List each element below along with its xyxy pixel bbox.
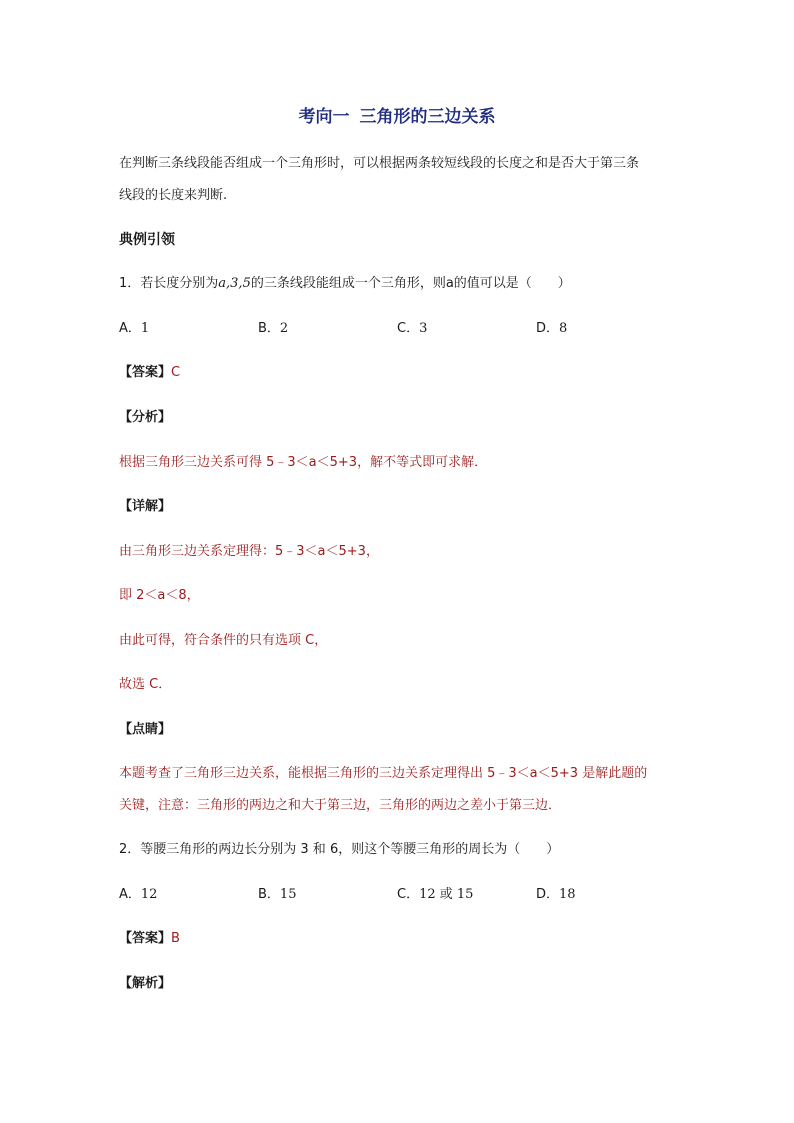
q1-stem xyxy=(119,275,571,293)
q2-answer-value: B xyxy=(171,931,180,946)
q2-option-b: B．15 xyxy=(258,887,297,902)
q1-answer-value: C xyxy=(171,365,181,380)
q1-analysis-text: 根据三角形三边关系可得 5﹣3＜a＜5+3，解不等式即可求解． xyxy=(119,455,488,470)
q1-option-d: D．8 xyxy=(536,321,568,336)
q1-stem-math: a,3,5 xyxy=(218,276,251,291)
q1-detail-tag: 【详解】 xyxy=(119,499,172,514)
intro-line-2: 线段的长度来判断. xyxy=(119,188,228,203)
q1-analysis-tag: 【分析】 xyxy=(119,410,172,425)
q2-option-c: C．12 或 15 xyxy=(397,887,474,902)
q1-detail-line-1: 由三角形三边关系定理得：5﹣3＜a＜5+3， xyxy=(119,544,379,559)
q1-answer-tag: 【答案】 xyxy=(119,365,172,380)
section-heading: 典例引领 xyxy=(119,232,175,248)
q1-comment-line-1: 本题考查了三角形三边关系，能根据三角形的三边关系定理得出 5﹣3＜a＜5+3 是解此题的 xyxy=(119,766,648,781)
q2-analysis-tag: 【解析】 xyxy=(119,976,172,991)
q1-detail-line-3: 由此可得，符合条件的只有选项 C， xyxy=(119,633,328,648)
intro-line-1: 在判断三条线段能否组成一个三角形时，可以根据两条较短线段的长度之和是否大于第三条 xyxy=(119,156,640,171)
q2-option-a: A．12 xyxy=(119,887,158,902)
q2-stem: 2．等腰三角形的两边长分别为 3 和 6，则这个等腰三角形的周长为（ ） xyxy=(119,842,560,857)
title-part1: 考向一 xyxy=(298,107,350,127)
q1-detail-line-2: 即 2＜a＜8， xyxy=(119,588,200,603)
q1-detail-line-4: 故选 C． xyxy=(119,677,172,692)
q1-option-c: C．3 xyxy=(397,321,428,336)
q1-comment-line-2: 关键，注意：三角形的两边之和大于第三边，三角形的两边之差小于第三边． xyxy=(119,798,562,813)
q1-stem-prefix: 1．若长度分别为 xyxy=(119,276,219,291)
q2-answer xyxy=(119,930,180,948)
title-part2: 三角形的三边关系 xyxy=(359,107,496,127)
q1-option-a: A．1 xyxy=(119,321,150,336)
q2-answer-tag: 【答案】 xyxy=(119,931,172,946)
q2-option-d: D．18 xyxy=(536,887,576,902)
q1-stem-suffix: 的三条线段能组成一个三角形，则a的值可以是（ ） xyxy=(250,276,571,291)
q1-answer xyxy=(119,364,180,382)
q1-comment-tag: 【点睛】 xyxy=(119,722,172,737)
q1-option-b: B．2 xyxy=(258,321,289,336)
section-title xyxy=(0,106,794,128)
